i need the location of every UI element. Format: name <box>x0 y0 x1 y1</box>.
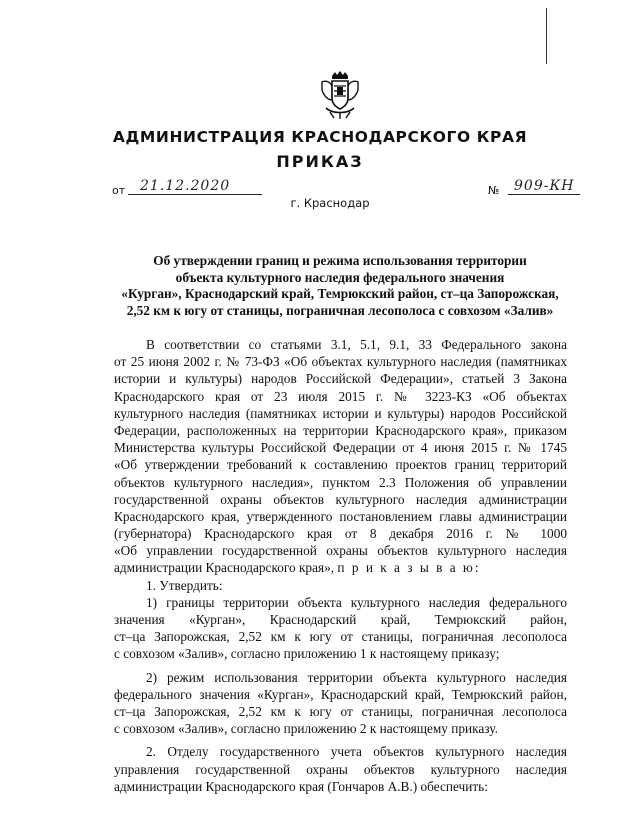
body-line: «Об управлении государственной охраны объектов культурного наследия <box>114 543 567 559</box>
document-subject <box>100 253 580 319</box>
number-value: 909-КН <box>508 178 580 195</box>
number-label: № <box>488 184 500 197</box>
body-line: ст–ца Запорожская, 2,52 км к югу от станицы, пограничная лесополоса <box>114 703 567 719</box>
body-line: с совхозом «Залив», согласно приложению 2 к настоящему приказу. <box>114 721 498 737</box>
agency-title: АДМИНИСТРАЦИЯ КРАСНОДАРСКОГО КРАЯ <box>112 128 528 146</box>
order-word: п р и к а з ы в а ю: <box>337 560 481 576</box>
body-line: значения «Курган», Краснодарский край, Темрюкский район, <box>114 612 567 627</box>
body-line: Краснодарского края от 23 июля 2015 г. № 3223-КЗ «Об объектах <box>114 388 567 404</box>
subject-line: 2,52 км к югу от станицы, пограничная лесополоса с совхозом «Залив» <box>126 302 554 318</box>
subject-line: Об утверждении границ и режима использования территории <box>153 253 527 268</box>
item-1: 1. Утвердить: <box>146 577 223 593</box>
body-line: «Об утверждении требований к составлению проектов границ территорий <box>114 457 567 473</box>
body-line: Министерства культуры Российской Федерации от 4 июня 2015 г. № 1745 <box>114 440 567 456</box>
body-line: с совхозом «Залив», согласно приложению 1 к настоящему приказу; <box>114 646 500 662</box>
body-line: 2. Отделу государственного учета объектов культурного наследия <box>146 744 567 760</box>
date-label: от <box>112 184 126 197</box>
body-line: федерального значения «Курган», Краснодарский край, Темрюкский район, <box>114 686 567 702</box>
body-line: 1) границы территории объекта культурного наследия федерального <box>146 594 567 610</box>
body-line <box>114 559 567 576</box>
body-line: ст–ца Запорожская, 2,52 км к югу от станицы, пограничная лесополоса <box>114 629 567 645</box>
date-value: 21.12.2020 <box>128 178 262 195</box>
city-name: г. Краснодар <box>290 196 370 210</box>
body-line: (губернатора) Краснодарского края от 8 декабря 2016 г. № 1000 <box>114 526 567 542</box>
margin-line <box>546 8 547 64</box>
subject-line: объекта культурного наследия федерального значения <box>175 269 505 285</box>
body-line: Краснодарского края, утвержденного постановлением главы администрации <box>114 508 567 524</box>
body-line: от 25 июня 2002 г. № 73-ФЗ «Об объектах культурного наследия (памятниках <box>114 354 567 370</box>
body-line: истории и культуры) народов Российской Федерации», статьей 3 Закона <box>114 371 567 387</box>
document-type: ПРИКАЗ <box>276 152 364 171</box>
preamble-end: администрации Краснодарского края», <box>114 560 335 576</box>
body-line: администрации Краснодарского края (Гончаров А.В.) обеспечить: <box>114 778 488 794</box>
body-line: управления государственной охраны объектов культурного наследия <box>114 761 567 777</box>
city <box>0 196 640 210</box>
body-line: В соответствии со статьями 3.1, 5.1, 9.1, 33 Федерального закона <box>146 337 567 352</box>
coat-of-arms-icon <box>318 70 362 120</box>
body-line: Федерации, расположенных на территории Краснодарского края», приказом <box>114 422 567 438</box>
body-line: объектов культурного наследия», пунктом 2.3 Положения об управлении <box>114 474 567 490</box>
body-line: культурного наследия (памятниках истории и культуры) народов Российской <box>114 405 567 421</box>
body-line: государственной охраны объектов культурного наследия администрации <box>114 491 567 507</box>
subject-line: «Курган», Краснодарский край, Темрюкский район, ст–ца Запорожская, <box>121 286 559 301</box>
document-body <box>114 336 567 795</box>
body-line: 2) режим использования территории объекта культурного наследия <box>146 669 567 685</box>
